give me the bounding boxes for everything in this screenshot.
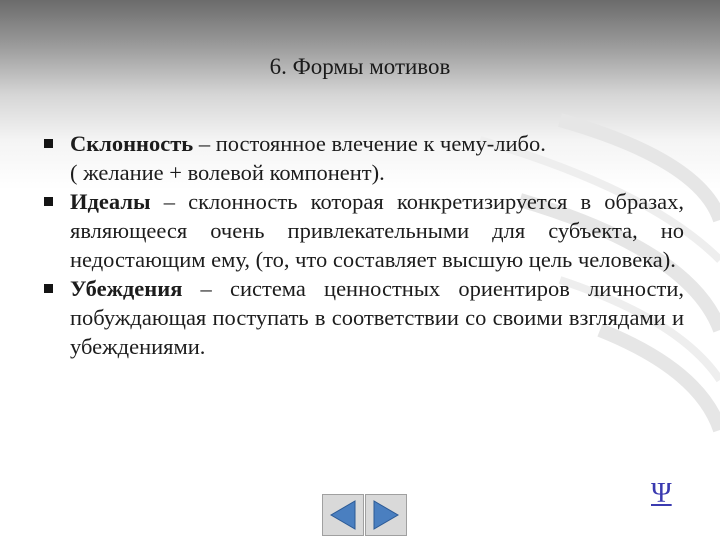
slide-title: 6. Формы мотивов	[269, 54, 451, 79]
item-term: Склонность	[70, 131, 194, 156]
item-paragraph	[70, 187, 684, 274]
prev-slide-button[interactable]	[322, 494, 364, 536]
item-text: – постоянное влечение к чему-либо.	[193, 131, 546, 156]
bullet-square-icon	[44, 284, 53, 293]
bullet-square-icon	[44, 139, 53, 148]
list-item	[44, 187, 684, 274]
bullet-list	[44, 129, 684, 361]
bullet-square-icon	[44, 197, 53, 206]
item-term: Убеждения	[70, 276, 183, 301]
next-slide-button[interactable]	[365, 494, 407, 536]
item-text: – склонность которая конкретизируется в образах, являющееся очень привлекательными для субъекта, но недостающим ему, (то, что составляет высшую цель человека).	[70, 189, 684, 272]
list-item	[44, 274, 684, 361]
item-paragraph	[70, 274, 684, 361]
item-line	[70, 129, 684, 158]
psi-link[interactable]: Ψ	[651, 478, 672, 509]
triangle-right-icon	[366, 495, 406, 535]
item-text: – система ценностных ориентиров личности, побуждающая поступать в соответствии со своими взглядами и убеждениями.	[70, 276, 684, 359]
triangle-left-icon	[323, 495, 363, 535]
list-item	[44, 129, 684, 187]
item-term: Идеалы	[70, 189, 151, 214]
item-continuation: ( желание + волевой компонент).	[70, 160, 385, 185]
